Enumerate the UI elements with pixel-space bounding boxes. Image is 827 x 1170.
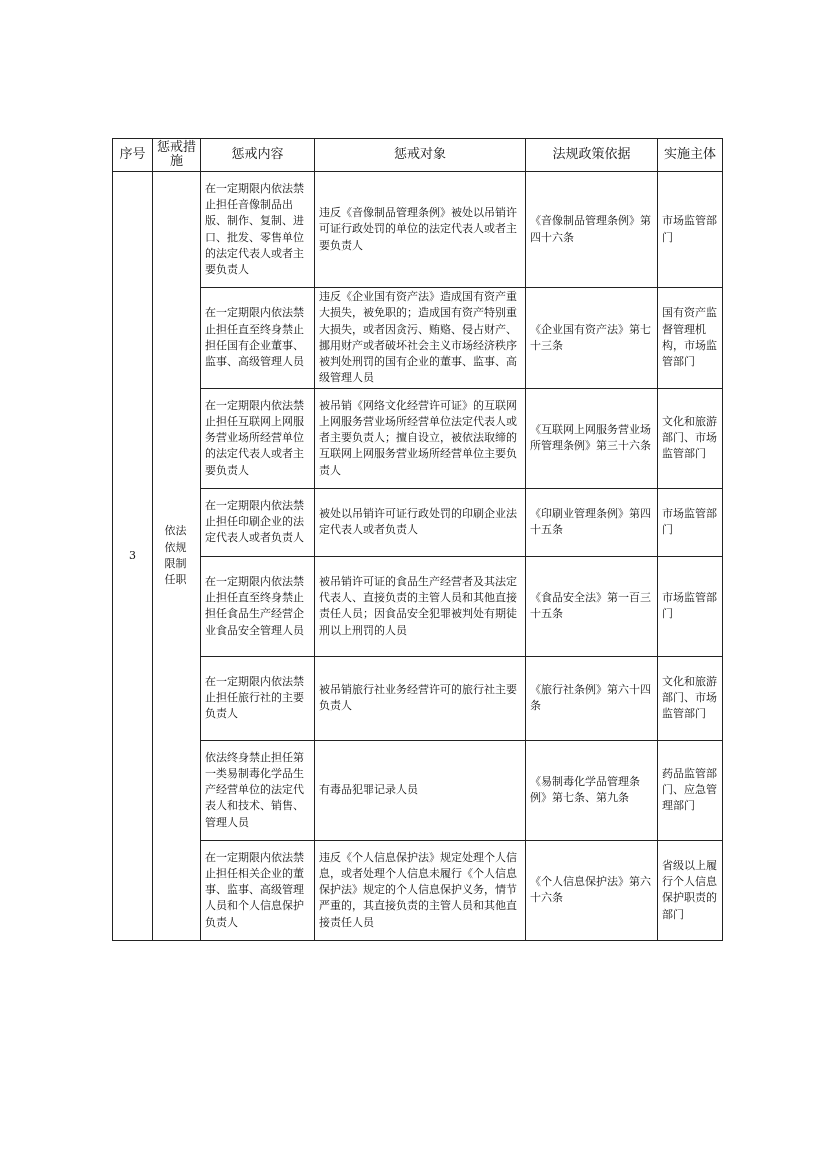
row-content: 依法终身禁止担任第一类易制毒化学品生产经营单位的法定代表人和技术、销售、管理人员 [201,740,315,840]
row-content: 在一定期限内依法禁止担任直至终身禁止担任食品生产经营企业食品安全管理人员 [201,556,315,656]
row-basis: 《食品安全法》第一百三十五条 [526,556,658,656]
row-content: 在一定期限内依法禁止担任旅行社的主要负责人 [201,656,315,740]
row-target: 有毒品犯罪记录人员 [315,740,526,840]
header-basis: 法规政策依据 [526,139,658,172]
table-row [113,556,723,656]
row-target: 违反《个人信息保护法》规定处理个人信息，或者处理个人信息未履行《个人信息保护法》规定的个人信息保护义务，情节严重的，其直接负责的主管人员和其他直接责任人员 [315,840,526,940]
table-header-row [113,139,723,172]
row-body: 市场监管部门 [658,488,723,556]
row-basis: 《互联网上网服务营业场所管理条例》第三十六条 [526,388,658,488]
header-content: 惩戒内容 [201,139,315,172]
row-body: 市场监管部门 [658,172,723,288]
table-row [113,740,723,840]
row-basis: 《个人信息保护法》第六十六条 [526,840,658,940]
table-row [113,840,723,940]
table-row [113,288,723,389]
header-body: 实施主体 [658,139,723,172]
row-basis: 《企业国有资产法》第七十三条 [526,288,658,389]
table-row [113,388,723,488]
group-number-cell [113,172,153,941]
header-no: 序号 [113,139,153,172]
row-basis: 《旅行社条例》第六十四条 [526,656,658,740]
row-target: 违反《企业国有资产法》造成国有资产重大损失，被免职的；造成国有资产特别重大损失，或者因贪污、贿赂、侵占财产、挪用财产或者破坏社会主义市场经济秩序被判处刑罚的国有企业的董事、监事、高级管理人员 [315,288,526,389]
row-body: 市场监管部门 [658,556,723,656]
row-target: 违反《音像制品管理条例》被处以吊销许可证行政处罚的单位的法定代表人或者主要负责人 [315,172,526,288]
group-number: 3 [129,548,136,562]
row-basis: 《易制毒化学品管理条例》第七条、第九条 [526,740,658,840]
row-body: 文化和旅游部门、市场监管部门 [658,656,723,740]
header-measure: 惩戒措施 [153,139,201,172]
group-measure-cell [153,172,201,941]
table-row [113,172,723,288]
row-target: 被吊销旅行社业务经营许可的旅行社主要负责人 [315,656,526,740]
group-measure: 依法依规限制任职 [164,524,187,587]
table-row [113,488,723,556]
row-target: 被吊销《网络文化经营许可证》的互联网上网服务营业场所经营单位法定代表人或者主要负责人；擅自设立，被依法取缔的互联网上网服务营业场所经营单位主要负责人 [315,388,526,488]
row-body: 文化和旅游部门、市场监管部门 [658,388,723,488]
row-content: 在一定期限内依法禁止担任互联网上网服务营业场所经营单位的法定代表人或者主要负责人 [201,388,315,488]
row-basis: 《印刷业管理条例》第四十五条 [526,488,658,556]
row-content: 在一定期限内依法禁止担任相关企业的董事、监事、高级管理人员和个人信息保护负责人 [201,840,315,940]
row-body: 省级以上履行个人信息保护职责的部门 [658,840,723,940]
table-row [113,656,723,740]
row-target: 被吊销许可证的食品生产经营者及其法定代表人、直接负责的主管人员和其他直接责任人员；因食品安全犯罪被判处有期徒刑以上刑罚的人员 [315,556,526,656]
row-body: 药品监管部门、应急管理部门 [658,740,723,840]
header-target: 惩戒对象 [315,139,526,172]
row-basis: 《音像制品管理条例》第四十六条 [526,172,658,288]
row-content: 在一定期限内依法禁止担任音像制品出版、制作、复制、进口、批发、零售单位的法定代表人或者主要负责人 [201,172,315,288]
row-content: 在一定期限内依法禁止担任印刷企业的法定代表人或者负责人 [201,488,315,556]
row-content: 在一定期限内依法禁止担任直至终身禁止担任国有企业董事、监事、高级管理人员 [201,288,315,389]
row-target: 被处以吊销许可证行政处罚的印刷企业法定代表人或者负责人 [315,488,526,556]
credit-punishment-table [112,138,723,941]
row-body: 国有资产监督管理机构，市场监管部门 [658,288,723,389]
